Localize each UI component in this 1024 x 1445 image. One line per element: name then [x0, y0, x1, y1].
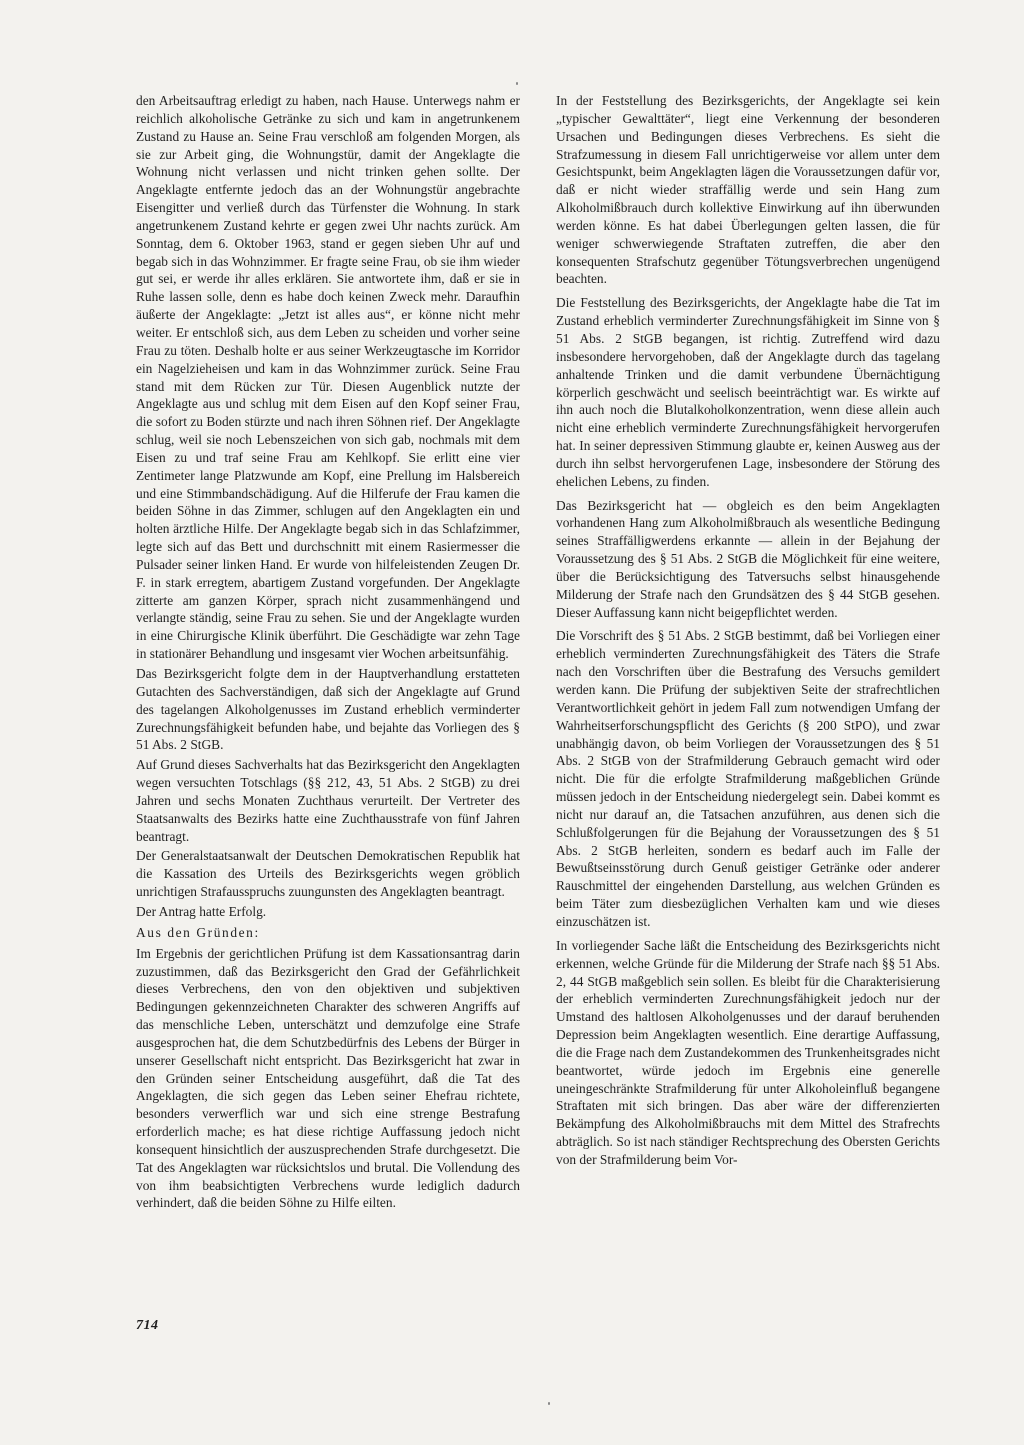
right-column — [556, 92, 940, 1175]
page-number: 714 — [136, 1318, 159, 1333]
print-speck — [548, 1402, 550, 1405]
paragraph: Die Vorschrift des § 51 Abs. 2 StGB bestimmt, daß bei Vorliegen einer erheblich verminderten Zurechnungsfähigkeit des Täters die Strafe nach den Vorschriften über die Bestrafung des Versuchs gemildert werden kann. Die Prüfung der subjektiven Seite der strafrechtlichen Verantwortlichkeit gehört in jedem Fall zum notwendigen Umfang der Wahrheitserforschungspflicht des Gerichts (§ 200 StPO), und zwar unabhängig davon, ob beim Vorliegen der Voraussetzungen des § 51 Abs. 2 StGB von der Strafmilderung Gebrauch gemacht wird oder nicht. Die für die erfolgte Strafmilderung maßgeblichen Gründe müssen jedoch in der Entscheidung niedergelegt sein. Dabei kommt es nicht nur darauf an, die Tatsachen anzuführen, aus denen sich die Schlußfolgerungen für die Bejahung der Voraussetzungen des § 51 Abs. 2 StGB herleiten, sondern es bedarf auch im Falle der Bewußtseinsstörung durch Genuß geistiger Getränke oder anderer Rauschmittel der eingehenden Darstellung, aus welchen Gründen es beim Täter zum diesbezüglichen Verhalten kam und wie dieses einzuschätzen ist. — [556, 628, 940, 929]
paragraph: Der Generalstaatsanwalt der Deutschen Demokratischen Republik hat die Kassation des Urteils des Bezirksgerichts wegen gröblich unrichtigen Strafausspruchs zuungunsten des Angeklagten beantragt. — [136, 848, 520, 900]
paragraph: Der Antrag hatte Erfolg. — [136, 903, 267, 919]
paragraph: Das Bezirksgericht hat — obgleich es den beim Angeklagten vorhandenen Hang zum Alkoholmißbrauch als wesentliche Bedingung seines Straffälligwerdens erkannte — allein in der Bejahung der Voraussetzung des § 51 Abs. 2 StGB die Möglichkeit für eine weitere, über die Berücksichtigung des Tatversuchs selbst hinausgehende Milderung der Strafe nach den Grundsätzen des § 44 StGB gesehen. Dieser Auffassung kann nicht beigepflichtet werden. — [556, 497, 940, 620]
paragraph: In der Feststellung des Bezirksgerichts, der Angeklagte sei kein „typischer Gewalttäter“, liegt eine Verkennung der besonderen Ursachen und Bedingungen dieses Verbrechens. Es sieht die Strafzumessung in diesem Fall unrichtigerweise vor allem unter dem Gesichtspunkt, beim Angeklagten lägen die Voraussetzungen dafür vor, daß er nicht wieder straffällig werde und sein Hang zum Alkoholmißbrauch durch kollektive Einwirkung auf ihn überwunden werden könne. Es hat dabei Überlegungen gelten lassen, die für weniger schwerwiegende Straftaten zutreffen, die aber den konsequenten Strafschutz gegenüber Tötungsverbrechen ungenügend beachten. — [556, 93, 940, 287]
paragraph: den Arbeitsauftrag erledigt zu haben, nach Hause. Unterwegs nahm er reichlich alkoholische Getränke zu sich und kam in angetrunkenem Zustand zu Hause an. Seine Frau verschloß am folgenden Morgen, als sie zur Arbeit ging, die Wohnungstür, damit der Angeklagte die Wohnung nicht verlassen und nicht trinken gehen sollte. Der Angeklagte entfernte jedoch das an der Wohnungstür angebrachte Eisengitter und verließ durch das Türfenster die Wohnung. In stark angetrunkenem Zustand kehrte er gegen zwei Uhr nachts zurück. Am Sonntag, dem 6. Oktober 1963, stand er gegen sieben Uhr auf und begab sich in das Wohnzimmer. Er fragte seine Frau, ob sie ihm wieder gut sei, er werde ihr alles erklären. Sie antwortete ihm, daß er sie in Ruhe lassen solle, denn es habe doch keinen Zweck mehr. Daraufhin äußerte der Angeklagte: „Jetzt ist alles aus“, er könne nicht mehr weiter. Er entschloß sich, aus dem Leben zu scheiden und vorher seine Frau zu töten. Deshalb holte er aus seiner Werkzeugtasche im Korridor ein Nagelzieheisen und kam in das Wohnzimmer zurück. Seine Frau stand mit dem Rücken zur Tür. Diesen Augenblick nutzte der Angeklagte aus und schlug mit dem Eisen auf den Kopf seiner Frau, die sofort zu Boden stürzte und nach ihren Söhnen rief. Der Angeklagte schlug, weil sie noch Lebenszeichen von sich gab, nochmals mit dem Eisen zu und traf seine Frau am Kehlkopf. Sie erlitt eine vier Zentimeter lange Platzwunde am Kopf, eine Prellung im Halsbereich und eine Stimmbandschädigung. Auf die Hilferufe der Frau kamen die beiden Söhne in das Zimmer, schlugen auf den Angeklagten ein und holten ärztliche Hilfe. Der Angeklagte begab sich in das Schlafzimmer, legte sich auf das Bett und durchschnitt mit einem Rasiermesser die Pulsader seiner linken Hand. Er wurde von hilfeleistenden Zeugen Dr. F. in stark erregtem, abartigem Zustand vorgefunden. Der Angeklagte zitterte am ganzen Körper, sprach nicht zusammenhängend und verlangte ständig, seine Frau zu sehen. Sie und der Angeklagte wurden in eine Chirurgische Klinik überführt. Die Geschädigte war zehn Tage in stationärer Behandlung und insgesamt vier Wochen arbeitsunfähig. — [136, 93, 520, 662]
paragraph: Das Bezirksgericht folgte dem in der Hauptverhandlung erstatteten Gutachten des Sachverständigen, daß sich der Angeklagte auf Grund des tagelangen Alkoholgenusses im Zustand erheblich verminderter Zurechnungsfähigkeit befunden habe, und bejahte das Vorliegen des § 51 Abs. 2 StGB. — [136, 666, 520, 753]
paragraph: Auf Grund dieses Sachverhalts hat das Bezirksgericht den Angeklagten wegen versuchten Totschlags (§§ 212, 43, 51 Abs. 2 StGB) zu drei Jahren und sechs Monaten Zuchthaus verurteilt. Der Vertreter des Staatsanwalts des Bezirks hatte eine Zuchthausstrafe von fünf Jahren beantragt. — [136, 757, 520, 844]
left-column — [136, 92, 520, 1218]
paragraph: Im Ergebnis der gerichtlichen Prüfung ist dem Kassationsantrag darin zuzustimmen, daß das Bezirksgericht den Grad der Gefährlichkeit dieses Verbrechens, den von den objektiven und subjektiven Bedingungen gekennzeichneten Charakter des schweren Angriffs auf das menschliche Leben, unterschätzt und demzufolge eine Strafe ausgesprochen hat, die dem Schutzbedürfnis des Lebens der Bürger in unserer Gesellschaft nicht entspricht. Das Bezirksgericht hat zwar in den Gründen seiner Entscheidung ausgeführt, daß die Tat des Angeklagten, die sich gegen das Leben seiner Ehefrau richtete, besonders verwerflich war und sich eine strenge Bestrafung erforderlich mache; es hat diese richtige Auffassung jedoch nicht konsequent hinsichtlich der auszusprechenden Strafe durchgesetzt. Die Tat des Angeklagten war rücksichtslos und brutal. Die Vollendung des von ihm beabsichtigten Verbrechens wurde lediglich dadurch verhindert, daß die beiden Söhne zu Hilfe eilten. — [136, 945, 520, 1211]
section-heading: Aus den Gründen: — [136, 924, 260, 940]
print-speck — [516, 82, 518, 85]
paragraph: In vorliegender Sache läßt die Entscheidung des Bezirksgerichts nicht erkennen, welche Gründe für die Milderung der Strafe nach §§ 51 Abs. 2, 44 StGB maßgeblich sein sollen. Es bleibt für die Charakterisierung der erheblich verminderten Zurechnungsfähigkeit jedoch nur der Umstand des haltlosen Alkoholgenusses und der darauf beruhenden Depression beim Angeklagten wesentlich. Eine derartige Auffassung, die die Frage nach dem Zustandekommen des Trunkenheitsgrades nicht beantwortet, würde jedoch im Ergebnis eine generelle uneingeschränkte Strafmilderung für unter Alkoholeinfluß begangene Straftaten mit sich bringen. Das aber wäre der differenzierten Bekämpfung des Alkoholmißbrauchs mit dem Mittel des Strafrechts abträglich. So ist nach ständiger Rechtsprechung des Obersten Gerichts von der Strafmilderung beim Vor- — [556, 937, 940, 1167]
paragraph: Die Feststellung des Bezirksgerichts, der Angeklagte habe die Tat im Zustand erheblich verminderter Zurechnungsfähigkeit im Sinne von § 51 Abs. 2 StGB begangen, ist richtig. Zutreffend wird dazu insbesondere hervorgehoben, daß der Angeklagte durch das tagelang anhaltende Trinken und die damit verbundene Übernächtigung körperlich geschwächt und seelisch beeinträchtigt war. Es wirkte auf ihn auch noch die Blutalkoholkonzentration, wenn diese allein auch nicht eine erheblich verminderte Zurechnungsfähigkeit hervorgerufen hat. In seiner depressiven Stimmung glaubte er, keinen Ausweg aus der durch ihn selbst hervorgerufenen Lage, insbesondere der Störung des ehelichen Lebens, zu finden. — [556, 295, 940, 489]
